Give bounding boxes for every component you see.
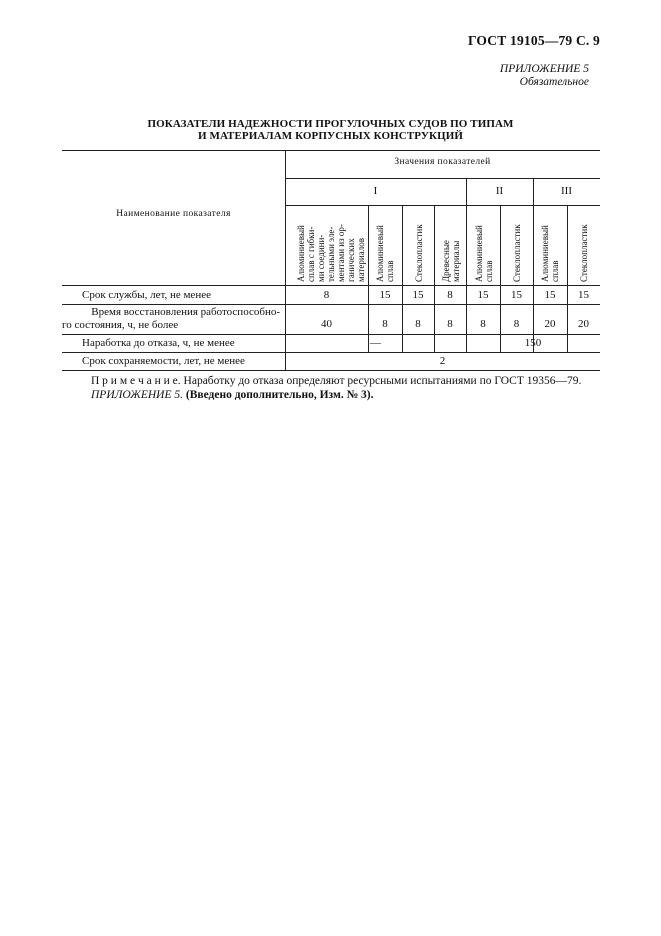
note-prefix: П р и м е ч а н и е. — [91, 375, 181, 387]
rule — [62, 370, 600, 371]
rule — [62, 352, 600, 353]
amendment-reference — [91, 389, 373, 401]
table-title-line2: И МАТЕРИАЛАМ КОРПУСНЫХ КОНСТРУКЦИЙ — [197, 130, 464, 142]
table-title-line1: ПОКАЗАТЕЛИ НАДЕЖНОСТИ ПРОГУЛОЧНЫХ СУДОВ ПО ТИПАМ — [147, 118, 514, 130]
table-cell: 15 — [578, 289, 589, 301]
table-cell: 15 — [412, 289, 424, 301]
table-cell: 8 — [447, 289, 453, 301]
table-cell: 8 — [513, 318, 520, 330]
material-header: Алюминиевый сплав — [540, 225, 560, 282]
material-header: Стеклопластик — [579, 224, 589, 282]
row-label: Срок службы, лет, не менее — [82, 289, 211, 301]
material-header: Древесные материалы — [441, 240, 461, 282]
table-cell: 15 — [511, 289, 522, 301]
table-cell: 8 — [323, 289, 330, 301]
material-header: Алюминиевый сплав с гибки- ми соедини- тельными эле- ментами из ор- ганических материалов — [296, 224, 366, 282]
material-header: Алюминиевый сплав — [474, 225, 494, 282]
table-cell: — — [370, 337, 381, 349]
material-header: Стеклопластик — [512, 224, 522, 282]
row-label-line2: го состояния, ч, не более — [62, 319, 179, 331]
group-I: I — [373, 185, 378, 197]
reliability-table — [62, 0, 600, 936]
row-label: Срок сохраняемости, лет, не менее — [82, 355, 245, 367]
group-III: III — [561, 185, 572, 197]
row-label: Наработка до отказа, ч, не менее — [82, 337, 235, 349]
appendix-status: Обязательное — [519, 76, 589, 88]
rule — [62, 334, 600, 335]
row-label — [62, 306, 280, 332]
table-cell: 8 — [480, 318, 486, 330]
table-cell: 2 — [439, 355, 446, 367]
table-cell: 15 — [544, 289, 556, 301]
table-cell: 15 — [379, 289, 391, 301]
rule — [285, 205, 600, 206]
document-header: ГОСТ 19105—79 С. 9 — [467, 33, 600, 48]
table-cell: 40 — [321, 318, 332, 330]
material-header: Алюминиевый сплав — [375, 225, 395, 282]
reference-appendix: ПРИЛОЖЕНИЕ 5. — [91, 389, 183, 401]
reference-amendment: (Введено дополнительно, Изм. № 3). — [185, 389, 374, 401]
note-text: Наработку до отказа определяют ресурсными испытаниями по ГОСТ 19356—79. — [183, 375, 582, 387]
rule — [285, 178, 600, 179]
table-note — [91, 375, 581, 387]
appendix-number: ПРИЛОЖЕНИЕ 5 — [499, 63, 589, 75]
group-II: II — [495, 185, 504, 197]
column-name-header: Наименование показателя — [116, 209, 231, 219]
rule — [62, 285, 600, 286]
rule — [62, 150, 600, 151]
table-cell: 20 — [544, 318, 556, 330]
values-header: Значения показателей — [394, 157, 491, 167]
table-cell: 8 — [447, 318, 453, 330]
table-cell: 150 — [524, 337, 542, 349]
table-cell: 15 — [477, 289, 489, 301]
row-label-line1: Время восстановления работоспособно- — [91, 306, 280, 318]
rule — [62, 304, 600, 305]
table-cell: 8 — [382, 318, 388, 330]
table-cell: 8 — [415, 318, 421, 330]
table-cell: 20 — [578, 318, 589, 330]
material-header: Стеклопластик — [414, 224, 424, 282]
